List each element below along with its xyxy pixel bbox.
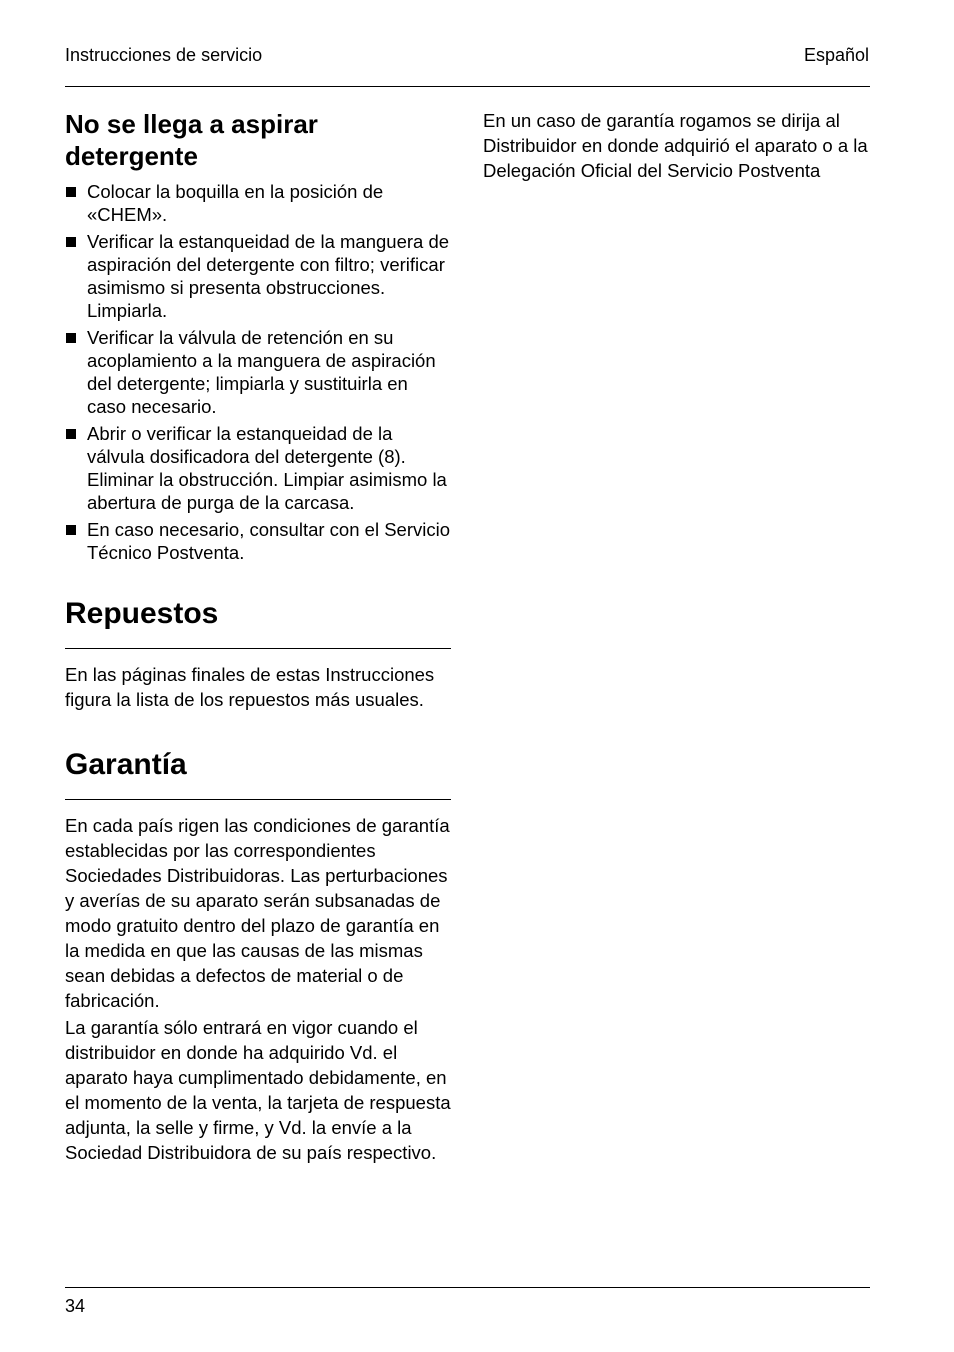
bullet-square-icon: [66, 333, 76, 343]
garantia-paragraph-1: En cada país rigen las condiciones de garantía establecidas por las correspondientes Sociedades Distribuidoras. Las perturbaciones y averías de su aparato serán subsanadas de modo gratuito dentro del plazo de garantía en la medida en que las causas de las mismas sean debidas a defectos de material o de fabricación.: [65, 815, 450, 1011]
footer-rule: [65, 1287, 870, 1288]
troubleshooting-list: [65, 180, 451, 564]
list-item-text: Colocar la boquilla en la posición de «CHEM».: [87, 181, 384, 225]
page-number: 34: [65, 1296, 86, 1316]
section-rule-garantia: [65, 799, 451, 800]
running-header-language: Español: [803, 45, 869, 65]
bullet-square-icon: [66, 237, 76, 247]
repuestos-paragraph: En las páginas finales de estas Instrucciones figura la lista de los repuestos más usuales.: [65, 664, 435, 710]
left-column: [65, 108, 451, 1165]
list-item-text: Verificar la estanqueidad de la manguera de aspiración del detergente con filtro; verificar asimismo si presenta obstrucciones. Limpiarla.: [87, 231, 450, 321]
right-column: [483, 108, 873, 183]
list-item: [65, 230, 451, 322]
list-item-text: En caso necesario, consultar con el Servicio Técnico Postventa.: [87, 519, 450, 563]
header-rule: [65, 86, 870, 87]
section-rule-repuestos: [65, 648, 451, 649]
list-item: [65, 326, 451, 418]
list-item-text: Abrir o verificar la estanqueidad de la válvula dosificadora del detergente (8). Eliminar la obstrucción. Limpiar asimismo la abertura de purga de la carcasa.: [87, 423, 447, 513]
bullet-square-icon: [66, 187, 76, 197]
subheading-detergent: No se llega a aspirar detergente: [65, 109, 318, 171]
bullet-square-icon: [66, 429, 76, 439]
running-header-title: Instrucciones de servicio: [65, 45, 263, 65]
section-title-repuestos: Repuestos: [65, 597, 219, 630]
garantia-contact-paragraph: En un caso de garantía rogamos se dirija al Distribuidor en donde adquirió el aparato o a la Delegación Oficial del Servicio Postventa: [483, 110, 868, 181]
list-item: [65, 180, 451, 226]
list-item: [65, 422, 451, 514]
garantia-paragraph-2: La garantía sólo entrará en vigor cuando el distribuidor en donde ha adquirido Vd. el aparato haya cumplimentado debidamente, en el momento de la venta, la tarjeta de respuesta adjunta, la selle y firme, y Vd. la envíe a la Sociedad Distribuidora de su país respectivo.: [65, 1017, 451, 1163]
list-item-text: Verificar la válvula de retención en su acoplamiento a la manguera de aspiración del detergente; limpiarla y sustituirla en caso necesario.: [87, 327, 436, 417]
bullet-square-icon: [66, 525, 76, 535]
list-item: [65, 518, 451, 564]
section-title-garantia: Garantía: [65, 748, 187, 781]
